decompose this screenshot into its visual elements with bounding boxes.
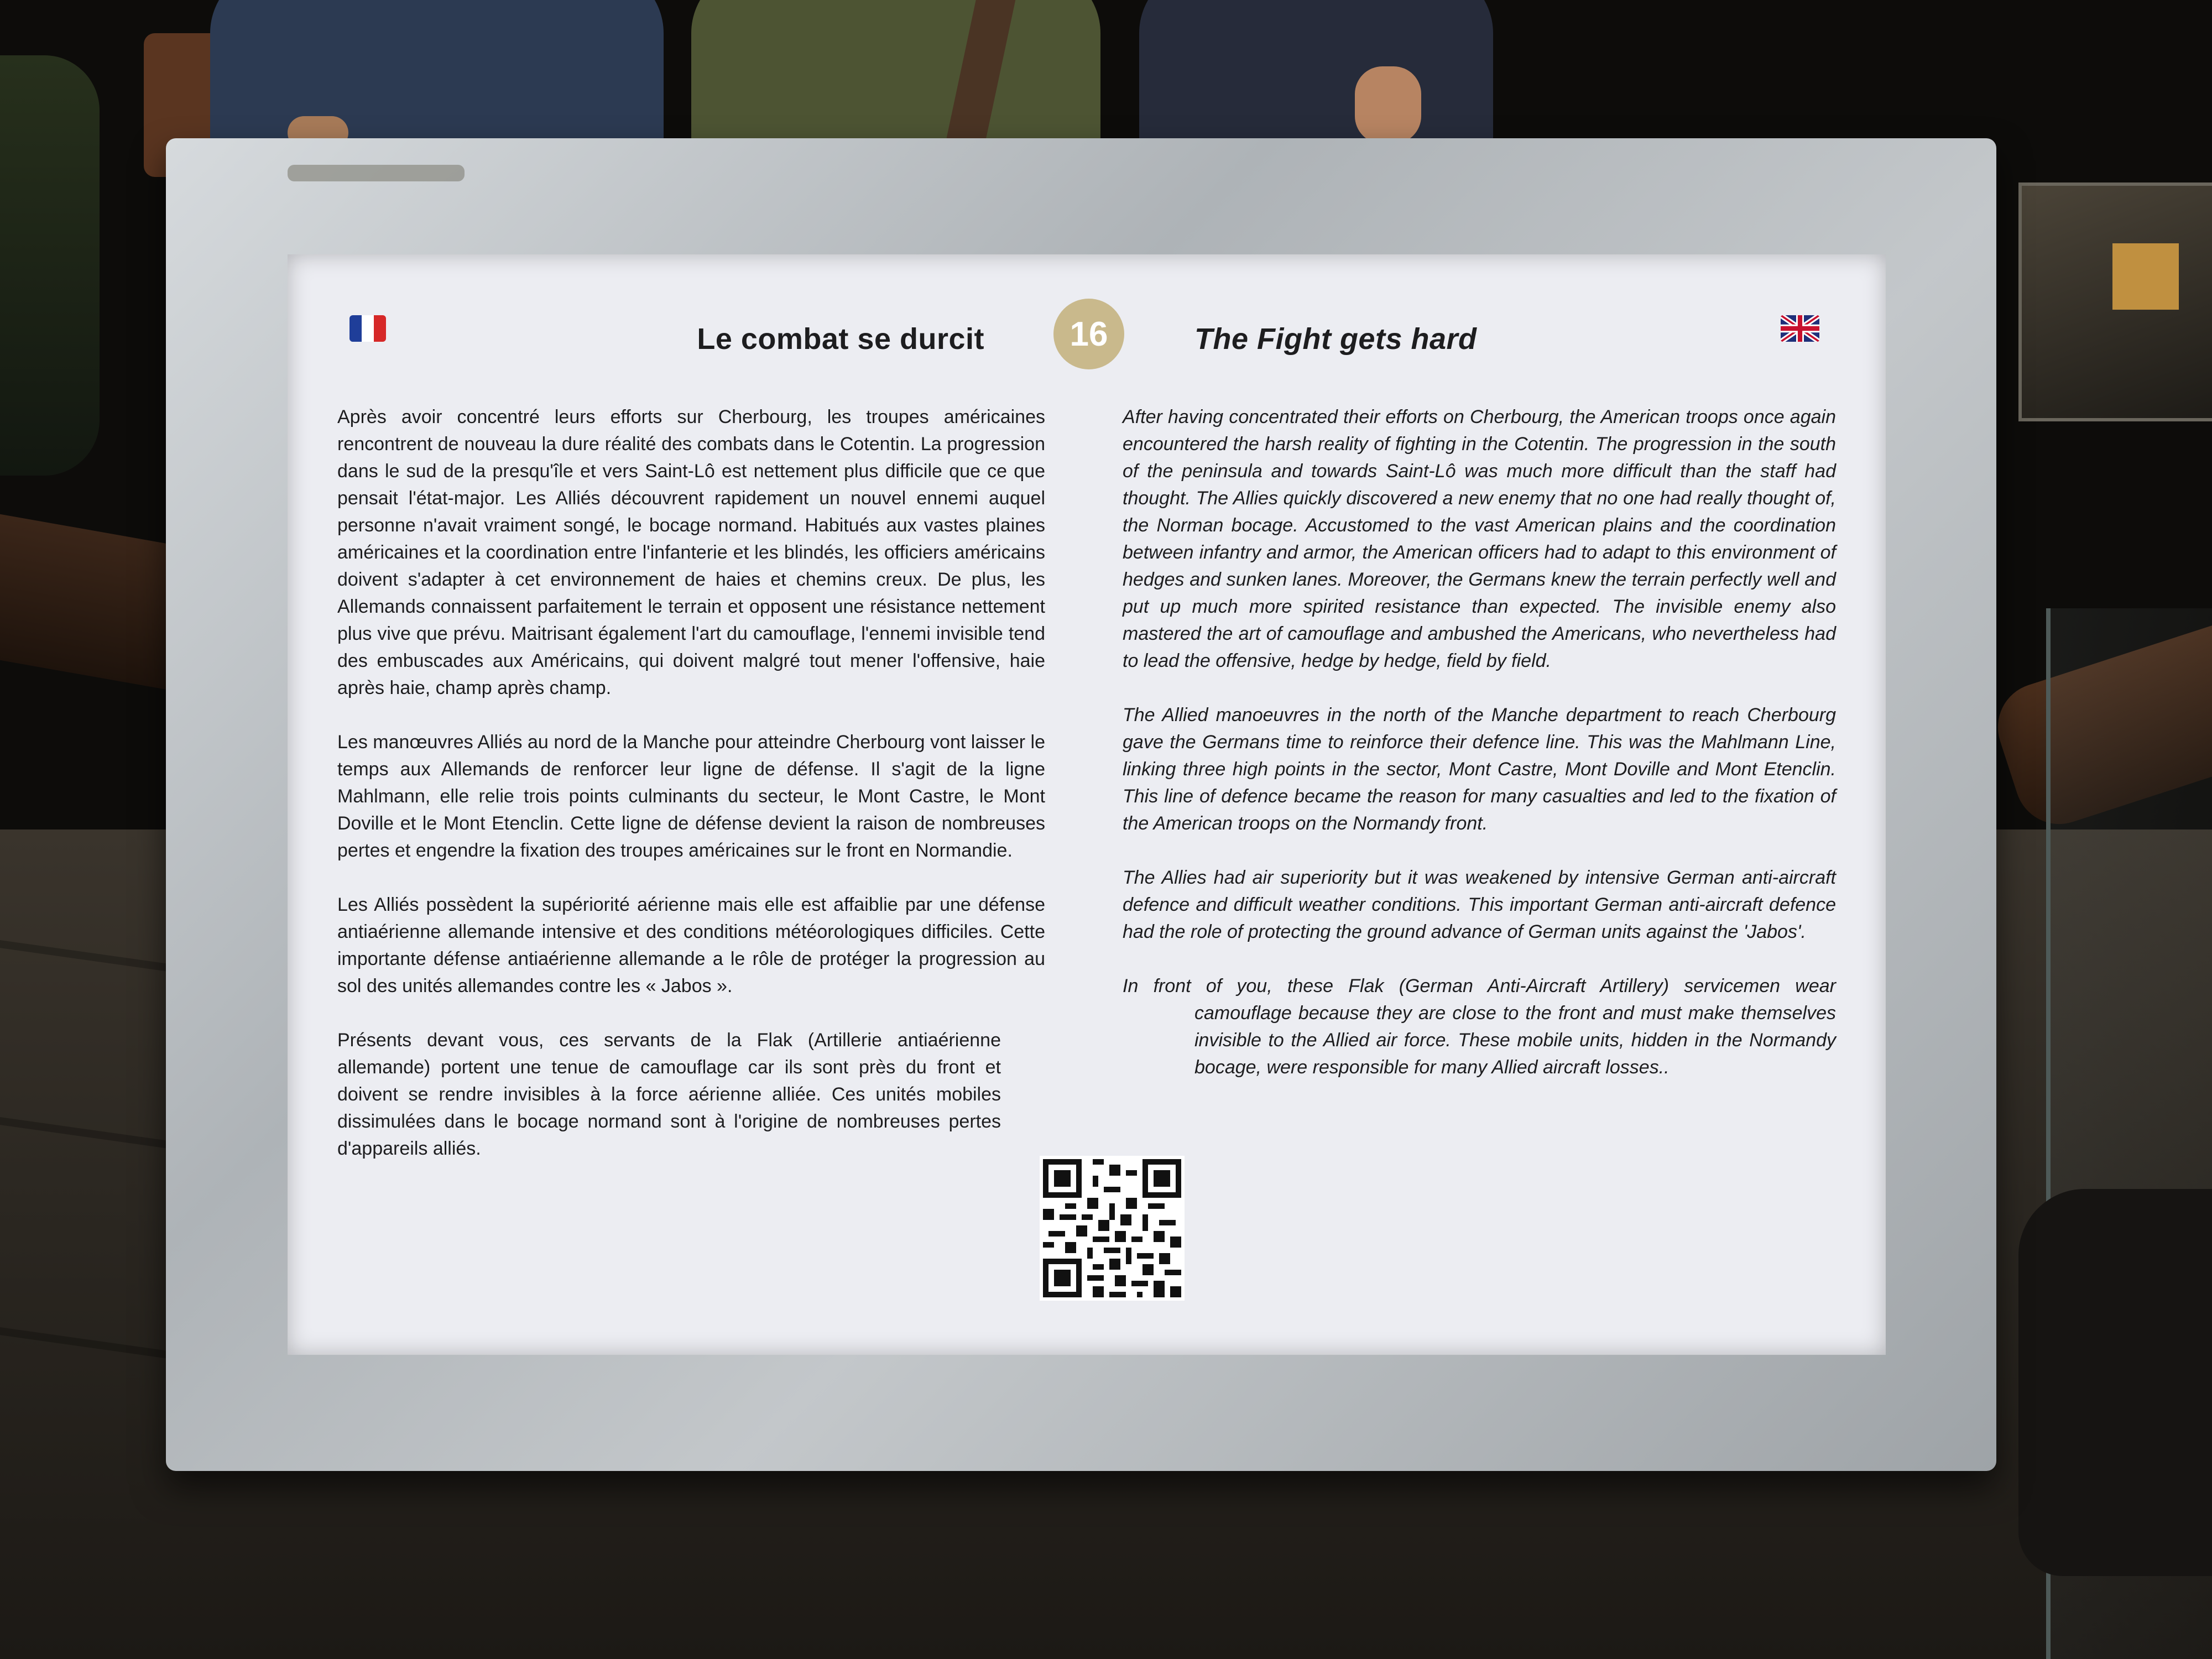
paragraph-fr: Les manœuvres Alliés au nord de la Manche pour atteindre Cherbourg vont laisser le temps aux Allemands de renforcer leur ligne de défense. Il s'agit de la ligne Mahlmann, elle relie trois points culminants du secteur, le Mont Castre, le Mont Doville et le Mont Etenclin. Cette ligne de défense devient la raison de nombreuses pertes et engendre la fixation des troupes américaines sur le front en Normandie.: [337, 732, 1045, 861]
paragraph-en: The Allies had air superiority but it was weakened by intensive German anti-aircraft defence and difficult weather conditions. This important German anti-aircraft defence had the role of protecting the ground advance of German units against the 'Jabos'.: [1123, 867, 1836, 942]
paragraph-fr: Les Alliés possèdent la supériorité aérienne mais elle est affaiblie par une défense antiaérienne allemande intensive et des conditions météorologiques difficiles. Cette importante défense antiaérienne allemande a le rôle de protéger la progression au sol des unités allemandes contre les « Jabos ».: [337, 894, 1045, 997]
information-panel: [288, 254, 1886, 1355]
title-french: Le combat se durcit: [697, 322, 984, 356]
paragraph-fr: Après avoir concentré leurs efforts sur Cherbourg, les troupes américaines rencontrent de nouveau la dure réalité des combats dans le Cotentin. La progression dans le sud de la presqu'île et vers Saint-Lô est nettement plus difficile que ce que pensait l'état-major. Les Alliés découvrent rapidement un nouvel ennemi auquel personne n'avait vraiment songé, le bocage normand. Habitués aux vastes plaines américaines et la coordination entre l'infanterie et les blindés, les officiers américains doivent s'adapter à cet environnement de haies et chemins creux. De plus, les Allemands connaissent parfaitement le terrain et opposent une résistance nettement plus vive que prévu. Maitrisant également l'art du camouflage, l'ennemi invisible tend des embuscades aux Américains, qui doivent malgré tout mener l'offensive, haie après haie, champ après champ.: [337, 406, 1045, 698]
frame-scuff: [288, 165, 465, 181]
paragraph-en: In front of you, these Flak (German Anti-Aircraft Artillery) servicemen wear camouflage because they are close to the front and must make themselves invisible to the Allied air force. These mobile units, hidden in the Normandy bocage, were responsible for many Allied aircraft losses..: [1123, 975, 1836, 1078]
leather-item: [2018, 1189, 2212, 1576]
foliage: [0, 55, 100, 476]
uk-flag-icon: [1781, 315, 1819, 342]
title-english: The Fight gets hard: [1194, 322, 1477, 356]
french-flag-icon: [349, 315, 386, 342]
text-column-french: [337, 404, 1045, 1190]
flag-blue-stripe: [349, 315, 362, 342]
qr-code-icon[interactable]: [1040, 1156, 1185, 1301]
mannequin-hand: [1355, 66, 1421, 144]
flag-white-stripe: [362, 315, 374, 342]
paragraph-en: The Allied manoeuvres in the north of the Manche department to reach Cherbourg gave the Germans time to reinforce their defence line. This was the Mahlmann Line, linking three high points in the sector, Mont Castre, Mont Doville and Mont Etenclin. This line of defence became the reason for many casualties and led to the fixation of the American troops on the Normandy front.: [1123, 705, 1836, 834]
paragraph-fr: Présents devant vous, ces servants de la Flak (Artillerie antiaérienne allemande) portent une tenue de camouflage car ils sont près du front et doivent se rendre invisibles à la force aérienne alliée. Ces unités mobiles dissimulées dans le bocage normand sont à l'origine de nombreuses pertes d'appareils alliés.: [337, 1030, 1001, 1159]
display-artifact: [2112, 243, 2179, 310]
panel-number-badge: 16: [1053, 299, 1124, 369]
paragraph-en: After having concentrated their efforts on Cherbourg, the American troops once again encountered the harsh reality of fighting in the Cotentin. The progression in the south of the peninsula and towards Saint-Lô was much more difficult than the staff had thought. The Allies quickly discovered a new enemy that no one had really thought of, the Norman bocage. Accustomed to the vast American plains and the coordination between infantry and armor, the American officers had to adapt to this environment of hedges and sunken lanes. Moreover, the Germans knew the terrain perfectly well and put up much more spirited resistance than expected. The invisible enemy also mastered the art of camouflage and ambushed the Americans, who nevertheless had to lead the offensive, hedge by hedge, field by field.: [1123, 406, 1836, 671]
text-column-english: [1123, 404, 1836, 1108]
flag-red-stripe: [374, 315, 386, 342]
sign-frame: [166, 138, 1996, 1471]
